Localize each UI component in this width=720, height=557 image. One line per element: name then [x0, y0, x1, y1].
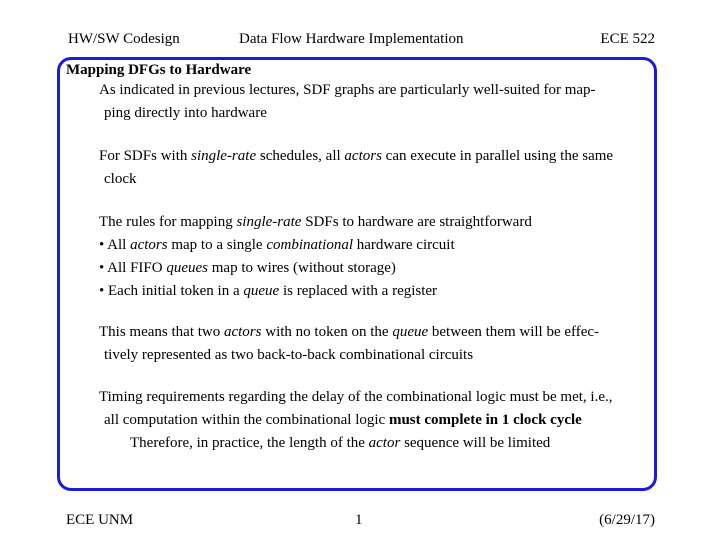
italic-term: single-rate [191, 148, 257, 164]
text-run: The rules for mapping [99, 214, 237, 230]
footer-date: (6/29/17) [599, 512, 655, 528]
body-line [104, 171, 136, 188]
header-course-number: ECE 522 [600, 31, 655, 47]
body-line [104, 105, 267, 122]
bold-term: must complete in 1 clock cycle [388, 412, 582, 428]
body-line [130, 435, 550, 452]
text-run: SDFs to hardware are straightforward [301, 214, 532, 230]
text-run: with no token on the [261, 324, 393, 340]
text-run: sequence will be limited [400, 435, 551, 451]
text-run: tively represented as two back-to-back combinational circuits [104, 347, 474, 363]
body-line [99, 237, 455, 254]
italic-term: combinational [266, 237, 353, 253]
italic-term: actors [223, 324, 262, 340]
footer-institution: ECE UNM [66, 512, 134, 528]
page-number: 1 [355, 512, 363, 528]
italic-term: actor [368, 435, 401, 451]
text-run: schedules, all [256, 148, 345, 164]
body-line [104, 347, 473, 364]
text-run: For SDFs with [99, 148, 192, 164]
italic-term: queues [166, 260, 209, 276]
italic-term: actors [130, 237, 168, 253]
italic-term: queue [392, 324, 429, 340]
body-line [99, 283, 437, 300]
text-run: This means that two [99, 324, 224, 340]
header-course: HW/SW Codesign [68, 31, 180, 47]
body-line [104, 412, 582, 429]
text-run: map to a single [167, 237, 267, 253]
text-run: • All FIFO [99, 260, 167, 276]
body-line [99, 82, 596, 99]
text-run: Timing requirements regarding the delay of the combinational logic must be met, i.e., [99, 389, 613, 405]
text-run: map to wires (without storage) [208, 260, 396, 276]
text-run: clock [104, 171, 137, 187]
header-topic: Data Flow Hardware Implementation [239, 31, 464, 47]
body-line [99, 324, 599, 341]
text-run: • Each initial token in a [99, 283, 244, 299]
italic-term: queue [243, 283, 280, 299]
text-run: Therefore, in practice, the length of the [130, 435, 369, 451]
text-run: As indicated in previous lectures, SDF graphs are particularly well-suited for map- [99, 82, 596, 98]
body-line [99, 214, 532, 231]
slide-title: Mapping DFGs to Hardware [66, 62, 252, 78]
italic-term: actors [344, 148, 382, 164]
body-line [99, 260, 396, 277]
text-run: can execute in parallel using the same [381, 148, 614, 164]
body-line [99, 389, 613, 406]
body-line [99, 148, 613, 165]
text-run: all computation within the combinational logic [104, 412, 389, 428]
text-run: between them will be effec- [428, 324, 600, 340]
text-run: is replaced with a register [279, 283, 438, 299]
text-run: hardware circuit [353, 237, 455, 253]
text-run: • All [99, 237, 131, 253]
italic-term: single-rate [236, 214, 302, 230]
text-run: ping directly into hardware [104, 105, 267, 121]
